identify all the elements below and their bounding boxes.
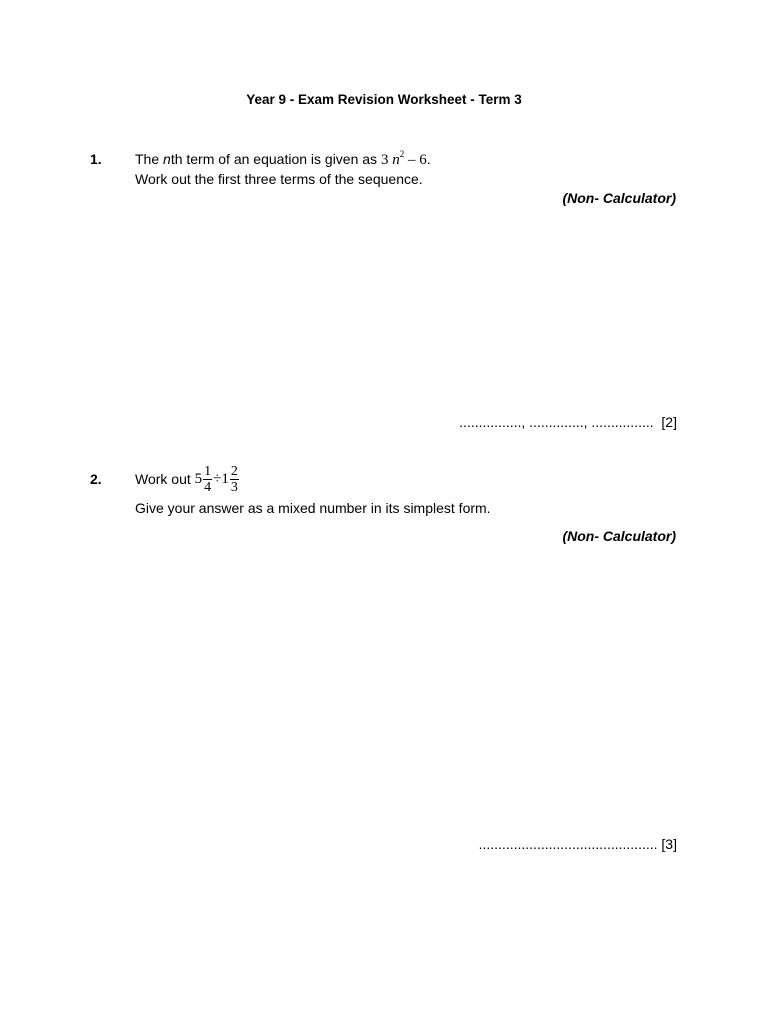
expr-coefficient: 3 [380,152,389,168]
fraction-2-denominator: 3 [230,479,238,495]
question-2-fraction-2 [230,464,239,495]
question-2-prompt [135,461,240,497]
question-1-text-after: th term of an equation is given as [170,151,381,167]
fraction-1-denominator: 4 [204,479,212,495]
expr-rest: – 6 [407,152,427,168]
question-1-expression [380,149,427,168]
fraction-2-numerator: 2 [230,463,238,479]
question-2-whole-1: 5 [194,470,203,487]
fraction-1-numerator: 1 [204,463,212,479]
question-2-marks: [3] [661,836,677,852]
question-1-period: . [426,151,431,167]
question-1-marks: [2] [661,414,677,430]
question-1-calculator-mode: (Non- Calculator) [562,190,676,206]
worksheet-title: Year 9 - Exam Revision Worksheet - Term 3 [246,92,522,107]
question-2-answer-area[interactable] [479,836,677,852]
question-2-number: 2. [90,471,102,487]
question-1-prompt [135,150,431,169]
question-2-answer-line: .............................................. [478,836,658,852]
question-2-fraction-1 [203,464,212,495]
question-1-var-n: n [163,151,171,167]
question-2-operator: ÷1 [213,470,229,487]
question-1-answer-line: ................, .............., ................ [459,414,654,430]
expr-power: 2 [399,149,405,159]
question-2-calculator-mode: (Non- Calculator) [562,528,676,544]
question-1-answer-area[interactable] [459,414,677,430]
question-2-instruction: Give your answer as a mixed number in its simplest form. [135,500,491,516]
question-2-prefix: Work out [135,471,195,487]
question-1-text-before: The [135,151,164,167]
expr-variable: n [392,152,400,168]
question-1-number: 1. [90,151,102,167]
question-1-instruction: Work out the first three terms of the sequence. [135,171,423,187]
